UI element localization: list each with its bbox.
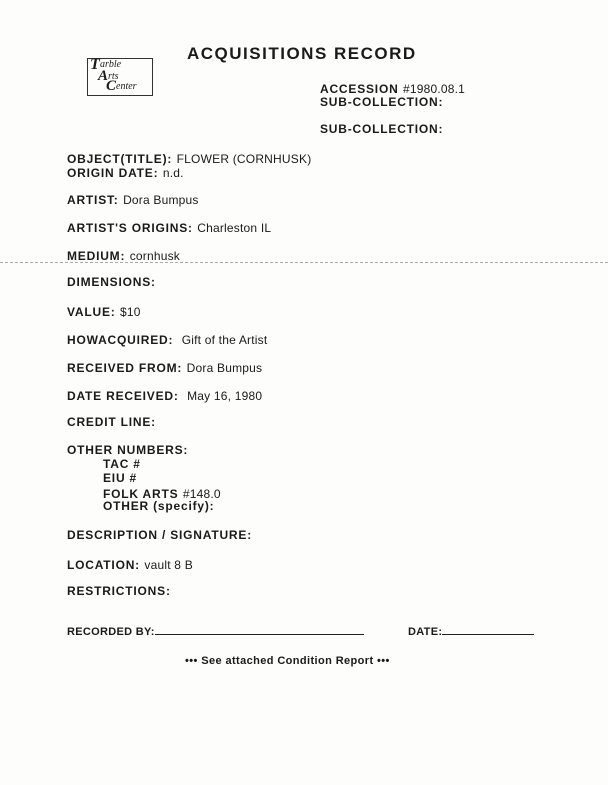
- logo-cap-a: A: [98, 68, 109, 84]
- artists-origins-label: ARTIST'S ORIGINS:: [67, 221, 193, 235]
- restrictions-label: RESTRICTIONS:: [67, 584, 171, 598]
- sub-collection-label-2: SUB-COLLECTION:: [320, 122, 444, 136]
- value-label: VALUE:: [67, 305, 116, 319]
- recorded-by-row: [67, 626, 364, 638]
- how-acquired-value: Gift of the Artist: [181, 333, 268, 347]
- artist-row: [67, 191, 199, 209]
- page-title: ACQUISITIONS RECORD: [187, 44, 417, 63]
- how-acquired-row: [67, 331, 267, 349]
- other-numbers-label: OTHER NUMBERS:: [67, 443, 189, 457]
- other-specify-label: OTHER (specify):: [103, 499, 215, 513]
- artist-label: ARTIST:: [67, 193, 119, 207]
- folk-arts-value: #148.0: [182, 487, 221, 501]
- marble-arts-center-logo: [87, 58, 153, 96]
- location-row: [67, 556, 193, 574]
- received-from-row: [67, 359, 262, 377]
- condition-report-note: ••• See attached Condition Report •••: [185, 655, 390, 667]
- credit-line-label: CREDIT LINE:: [67, 415, 156, 429]
- artist-value: Dora Bumpus: [123, 193, 199, 207]
- artists-origins-value: Charleston IL: [197, 221, 272, 235]
- origin-date-label: ORIGIN DATE:: [67, 166, 159, 180]
- how-acquired-label: HOWACQUIRED:: [67, 333, 174, 347]
- location-value: vault 8 B: [144, 558, 193, 572]
- medium-value: cornhusk: [129, 249, 181, 263]
- origin-date-row: [67, 164, 184, 182]
- medium-label: MEDIUM:: [67, 249, 126, 263]
- description-signature-label: DESCRIPTION / SIGNATURE:: [67, 528, 252, 542]
- logo-cap-c: C: [106, 78, 117, 94]
- artists-origins-row: [67, 219, 271, 237]
- logo-line-2: rts: [108, 71, 119, 82]
- received-from-label: RECEIVED FROM:: [67, 361, 183, 375]
- logo-cap-t: T: [90, 56, 100, 73]
- folk-arts-label: FOLK ARTS: [103, 487, 179, 501]
- recorded-by-label: RECORDED BY:: [67, 626, 155, 638]
- date-received-label: DATE RECEIVED:: [67, 389, 179, 403]
- dimensions-label: DIMENSIONS:: [67, 275, 156, 289]
- date-row: [408, 626, 534, 638]
- value-value: $10: [120, 305, 141, 319]
- logo-line-1: arble: [100, 59, 122, 70]
- date-label: DATE:: [408, 626, 443, 638]
- recorded-by-line: [155, 634, 364, 635]
- received-from-value: Dora Bumpus: [186, 361, 263, 375]
- tac-label: TAC #: [103, 457, 141, 471]
- origin-date-value: n.d.: [162, 166, 184, 180]
- object-title-value: FLOWER (CORNHUSK): [176, 152, 312, 166]
- date-line: [442, 634, 534, 635]
- accession-value: #1980.08.1: [403, 82, 466, 96]
- accession-label: ACCESSION: [320, 82, 399, 96]
- sub-collection-label-1: SUB-COLLECTION:: [320, 95, 444, 109]
- location-label: LOCATION:: [67, 558, 140, 572]
- object-title-label: OBJECT(TITLE):: [67, 152, 173, 166]
- logo-line-3: enter: [116, 81, 137, 92]
- date-received-row: [67, 387, 262, 405]
- eiu-label: EIU #: [103, 471, 138, 485]
- paper-fold-line: [0, 262, 608, 263]
- value-row: [67, 303, 141, 321]
- date-received-value: May 16, 1980: [187, 389, 263, 403]
